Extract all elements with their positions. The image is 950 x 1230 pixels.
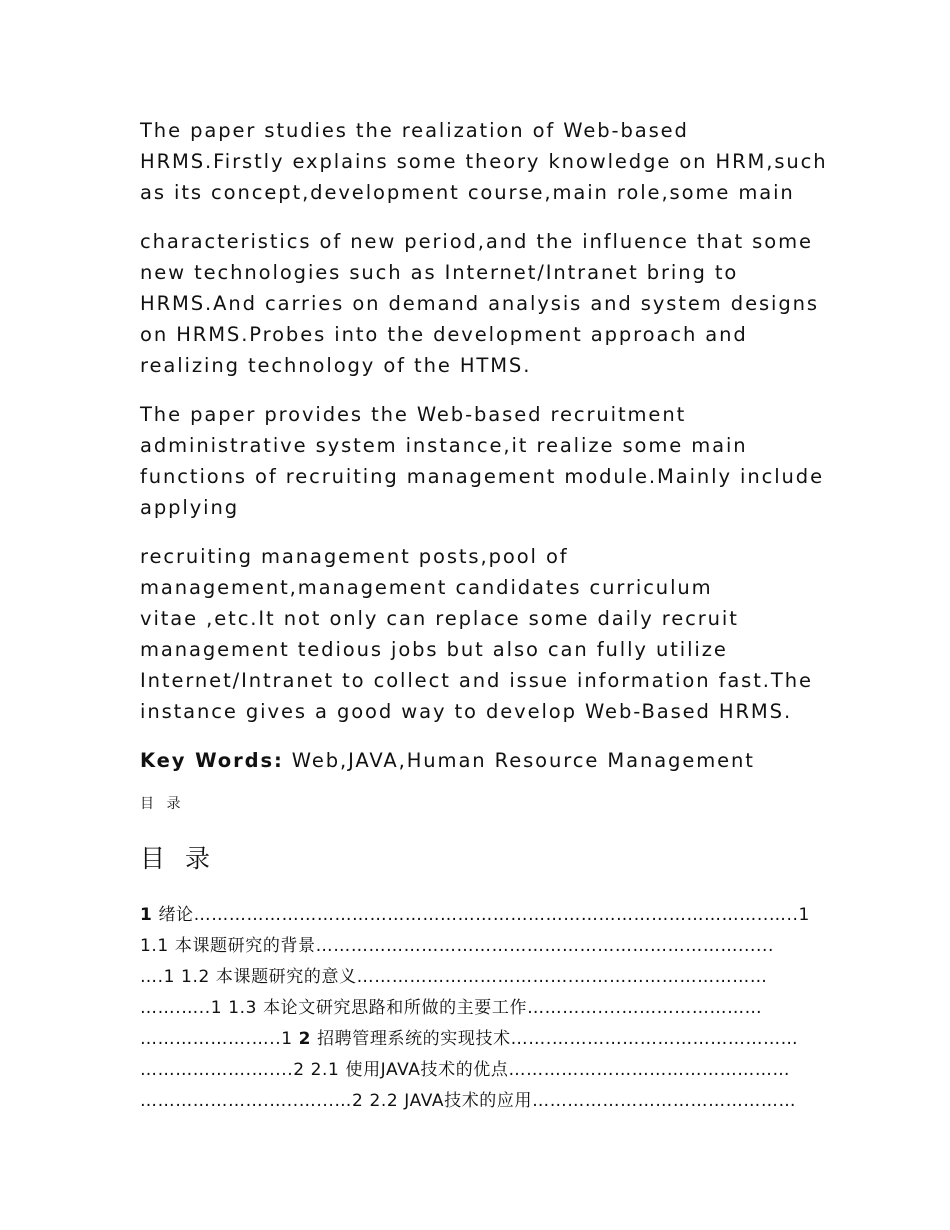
abstract-paragraph-3: [140, 399, 824, 523]
table-of-contents: [140, 900, 820, 1117]
toc-line[interactable]: ………………….…..…...…2 2.2 JAVA技术的应用………………………………………: [140, 1091, 797, 1111]
text-line: management,management candidates curriculum: [140, 576, 713, 599]
toc-line[interactable]: [140, 900, 820, 931]
text-line: recruiting management posts,pool of: [140, 545, 569, 568]
document-page: [140, 115, 828, 1117]
toc-line[interactable]: 1.1 本课题研究的背景………………………………………………………………......: [140, 936, 775, 956]
text-line: vitae ,etc.It not only can replace some daily recruit: [140, 607, 739, 630]
text-line: characteristics of new period,and the influence that some: [140, 230, 813, 253]
keywords-label: Key Words:: [140, 749, 284, 772]
text-line: Internet/Intranet to collect and issue information fast.The: [140, 669, 813, 692]
toc-title: 目 录: [140, 844, 216, 873]
toc-line[interactable]: [140, 1024, 820, 1055]
toc-entry-text: 绪论……………………………………………………………………………………..…..1: [152, 905, 810, 925]
text-line: applying: [140, 496, 240, 519]
text-line: The paper studies the realization of Web-based: [140, 119, 689, 142]
toc-chapter-number: 1: [140, 905, 153, 925]
toc-line[interactable]: ……………….…....2 2.1 使用JAVA技术的优点…………………………………………: [140, 1060, 791, 1080]
toc-entry-text: 招聘管理系统的实现技术…….……………………………………: [311, 1029, 799, 1049]
abstract-paragraph-1: [140, 115, 828, 208]
abstract-paragraph-4: [140, 541, 820, 727]
text-line: HRMS.Firstly explains some theory knowledge on HRM,such: [140, 150, 828, 173]
keywords-line: [140, 745, 820, 776]
text-line: new technologies such as Internet/Intranet bring to: [140, 261, 739, 284]
toc-small-title: 目 录: [140, 796, 185, 812]
text-line: HRMS.And carries on demand analysis and system designs: [140, 292, 819, 315]
text-line: administrative system instance,it realize some main: [140, 434, 748, 457]
keywords-value: Web,JAVA,Human Resource Management: [283, 749, 755, 772]
text-line: as its concept,development course,main role,some main: [140, 181, 795, 204]
text-line: on HRMS.Probes into the development approach and: [140, 323, 748, 346]
text-line: realizing technology of the HTMS.: [140, 354, 532, 377]
text-line: functions of recruiting management module.Mainly include: [140, 465, 824, 488]
text-line: instance gives a good way to develop Web-Based HRMS.: [140, 700, 793, 723]
text-line: management tedious jobs but also can fully utilize: [140, 638, 728, 661]
toc-chapter-number: 2: [298, 1029, 312, 1049]
toc-line[interactable]: ….1 1.2 本课题研究的意义……………………………….……………………………: [140, 967, 768, 987]
abstract-paragraph-2: [140, 226, 820, 381]
toc-line[interactable]: …….…..1 1.3 本论文研究思路和所做的主要工作…………....……………………: [140, 998, 763, 1018]
text-line: The paper provides the Web-based recruitment: [140, 403, 687, 426]
toc-entry-text: ……………….…..1: [140, 1029, 299, 1049]
